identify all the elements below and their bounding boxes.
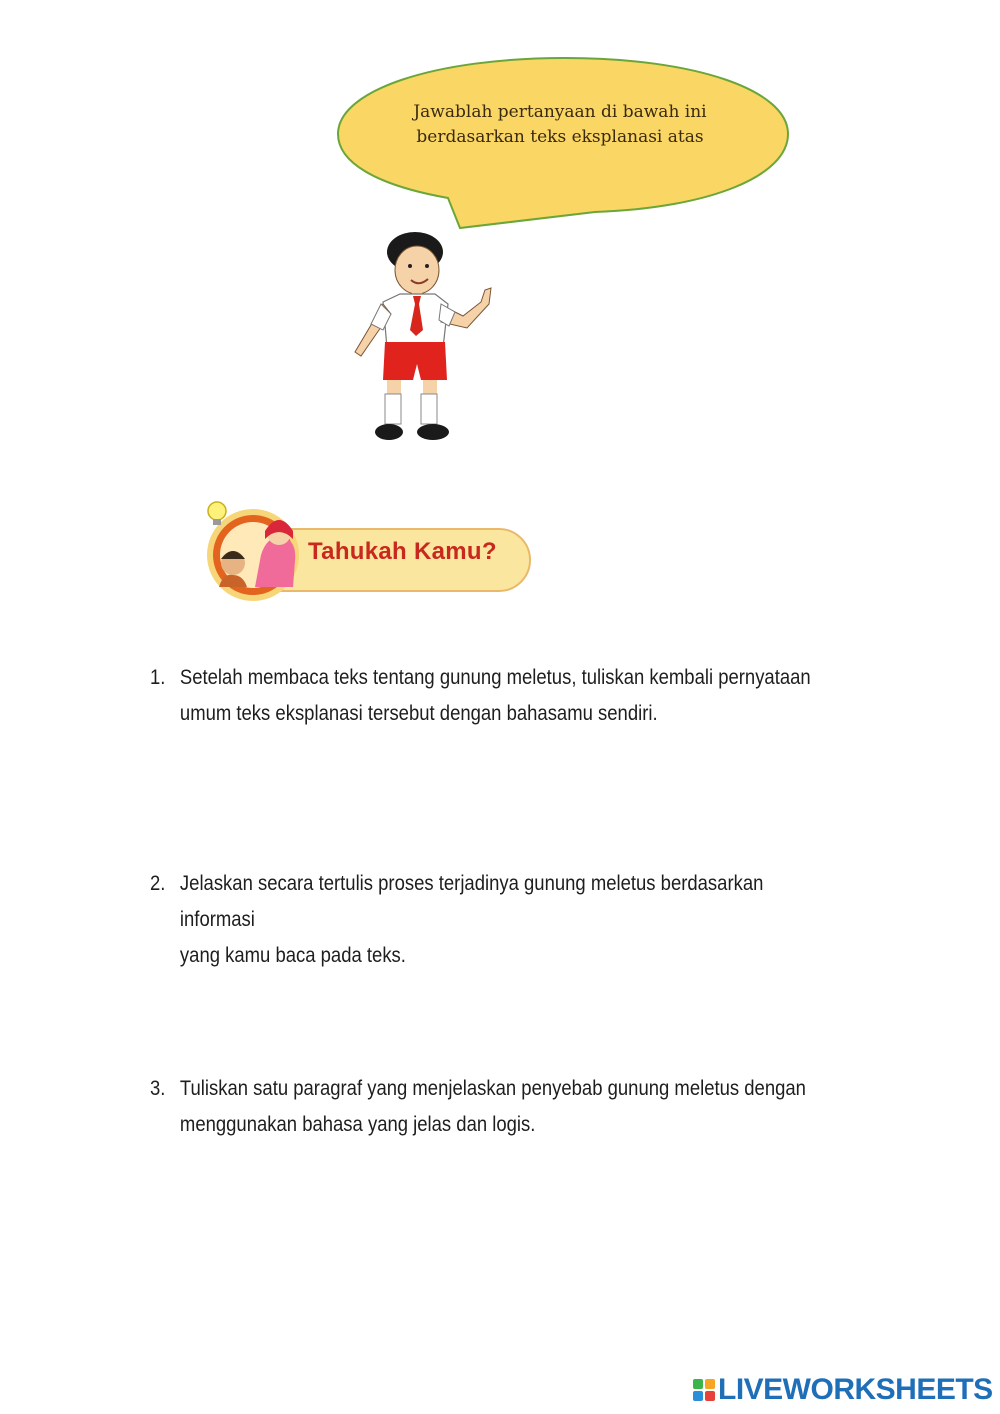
question-line: Setelah membaca teks tentang gunung meletus, tuliskan kembali pernyataan xyxy=(179,666,811,689)
question-line: yang kamu baca pada teks. xyxy=(179,944,406,967)
brand-name: LIVEWORKSHEETS xyxy=(718,1373,993,1406)
question-number: 2. xyxy=(150,872,166,895)
question-1 xyxy=(150,660,819,732)
question-line: menggunakan bahasa yang jelas dan logis. xyxy=(179,1113,536,1136)
question-number: 1. xyxy=(150,666,166,689)
question-line: Jelaskan secara tertulis proses terjadinya gunung meletus berdasarkan informasi xyxy=(179,872,764,931)
liveworksheets-brand xyxy=(692,1373,993,1407)
student-boy-illustration xyxy=(335,230,505,455)
liveworksheets-logo-icon xyxy=(692,1378,716,1402)
question-line: umum teks eksplanasi tersebut dengan bahasamu sendiri. xyxy=(179,702,658,725)
question-3 xyxy=(150,1071,819,1143)
bubble-instruction xyxy=(390,100,730,150)
question-line: Tuliskan satu paragraf yang menjelaskan penyebab gunung meletus dengan xyxy=(179,1077,806,1100)
bubble-line-2: berdasarkan teks eksplanasi atas xyxy=(416,127,704,147)
question-number: 3. xyxy=(150,1077,166,1100)
bubble-line-1: Jawablah pertanyaan di bawah ini xyxy=(413,102,707,122)
banner-title: Tahukah Kamu? xyxy=(308,538,497,565)
question-2 xyxy=(150,866,819,974)
